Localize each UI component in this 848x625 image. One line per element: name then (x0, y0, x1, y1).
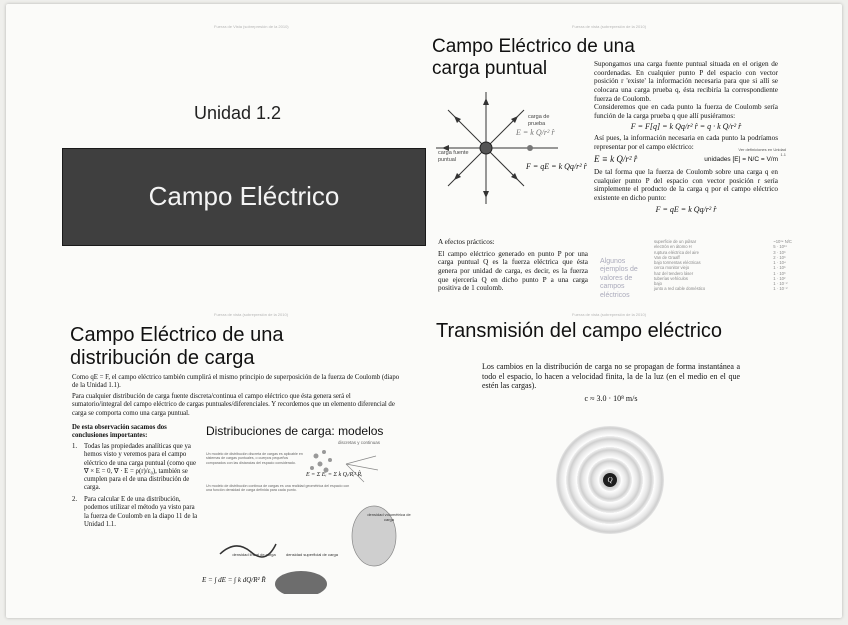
eq-force-superposition: F = F[q] = k Qq/r² r̂ = q · k Q/r² r̂ (630, 122, 742, 132)
inset-text-discrete: Un modelo de distribución discreta de cargas es aplicable en sistemas de cargas puntuales, o cuerpos pequeños comparados con las distancias del espacio considerado. (206, 452, 303, 465)
header-mark-br: Fuerza de vista (sobrepresión de la 2010) (572, 312, 647, 317)
main-title: Campo Eléctrico (148, 181, 340, 211)
label-surface-density: densidad superficial de carga (285, 552, 339, 557)
slide2-para2: Consideremos que en cada punto la fuerza de Coulomb sería función de la carga prueba q que allí pusiéramos: (594, 103, 778, 120)
example-value: 1 · 10⁻² (773, 286, 788, 292)
slide3-intro (72, 374, 402, 418)
example-name: cerca monitor viejo (654, 265, 690, 271)
label-linear-density: densidad lineal de carga (232, 552, 276, 557)
eq-discrete-sum: E = Σ Eᵢ = Σ k Qᵢ/Rᵢ² R̂ᵢ (306, 472, 363, 478)
light-speed: c ≈ 3.0 · 10⁸ m/s (584, 394, 638, 403)
slide4-title: Transmisión del campo eléctrico (436, 320, 723, 342)
slide3-title-line2: distribución de carga (70, 347, 255, 369)
discrete-field-vectors (346, 456, 378, 482)
example-value: 5 · 10¹¹ (773, 244, 787, 250)
example-value: 1 · 10² (773, 275, 786, 281)
source-charge (480, 142, 492, 154)
label-source-charge: carga fuente puntual (438, 150, 469, 163)
printed-sheet (6, 4, 842, 618)
example-value: 1 · 10⁵ (773, 265, 786, 271)
slide3-p1: Como qE = F, el campo eléctrico también cumplirá el mismo principio de superposición de la fuerza de Coulomb (diapo de la Unidad 1.1). (72, 374, 400, 390)
example-value: 2 · 10⁶ (773, 254, 786, 260)
example-value: 3 · 10⁶ (773, 249, 786, 255)
field-units: unidades [E] = N/C = V/m (704, 155, 778, 163)
diagram-eq-force: F = qE = k Qq/r² r̂ (526, 162, 587, 171)
examples-label: Algunos ejemplos de valores de campos eléctricos (600, 258, 638, 299)
example-value: 1 · 10³ (773, 270, 786, 276)
example-value: 1 · 10⁴ (773, 260, 786, 265)
examples-grid (654, 239, 814, 292)
example-name: junto a red cable doméstico (654, 286, 706, 292)
example-name: tuberías vehículos (654, 275, 688, 281)
header-mark-tl: Fuerza de Vista (sobrepresión de la 2010) (214, 24, 289, 29)
point-charge-field-diagram (430, 88, 590, 208)
conclusion-2: Para calcular E de una distribución, podemos utilizar el método ya visto para la fuerza de Coulomb en la diapo 11 de la Unidad 1.1. (84, 496, 198, 528)
example-value: 1 · 10⁻² (773, 281, 788, 286)
header-mark-tr: Fuerza de vista (sobrepresión de la 2010) (572, 24, 647, 29)
slide3-p2: Para cualquier distribución de carga fuente discreta/continua el campo eléctrico que ésta genera será el sumatorio/integral del campo eléctrico de cargas puntuales/diferenciales. Y recordemos que un elemento diferencial de carga se comporta como una carga puntual. (72, 393, 395, 417)
slide2-para4: De tal forma que la fuerza de Coulomb sobre una carga q en cualquier punto P del espacio con vector posición r sería simplemente el producto de la carga q por el campo eléctrico existente en dicho punto: (594, 168, 778, 203)
practical-title: A efectos prácticos: (438, 238, 495, 246)
side-note: Ver definiciones en Unidad 1.1 (738, 147, 786, 157)
eq-field-definition: E ≡ k Q/r² r̂ (594, 154, 638, 165)
label-test-charge: carga de prueba (528, 114, 550, 127)
title-banner (62, 148, 426, 246)
header-mark-bl: Fuerza de vista (sobrepresión de la 2010) (214, 312, 289, 317)
slide2-body (594, 60, 778, 216)
example-name: ruptura eléctrica del aire (654, 249, 699, 255)
example-name: electrón en átomo H (654, 244, 692, 250)
inset-title: Distribuciones de carga: modelos (206, 424, 384, 438)
slide3-p3: De esta observación sacamos dos conclusiones importantes: (72, 424, 167, 440)
unit-label: Unidad 1.2 (194, 103, 282, 123)
slide2-para3: Así pues, la información necesaria en cada punto la podríamos representar por el campo eléctrico: (594, 134, 778, 151)
practical-block (438, 238, 588, 293)
inset-text-continuous: Un modelo de distribución continua de cargas es una realidad geométrica del espacio con una función densidad de carga definida para cada punto. (206, 484, 350, 493)
example-name: bajo tormentas eléctricas (654, 260, 701, 265)
discrete-charges (310, 450, 332, 473)
surface-charge (275, 571, 327, 594)
slide4-text: Los cambios en la distribución de carga no se propagan de forma instantánea a todo el espacio, lo hacen a velocidad finita, la de la luz (en el medio en el que estén las cargas). (482, 362, 740, 391)
slide3-title-line1: Campo Eléctrico de una (70, 324, 284, 346)
charge-q: Q (603, 473, 617, 487)
inset-subtitle: discretas y continuas (338, 440, 381, 445)
diagram-eq-field: E = k Q/r² r̂ (516, 128, 555, 137)
propagation-rings (556, 426, 664, 534)
slide2-title-line1: Campo Eléctrico de una (432, 36, 635, 57)
slide2-title-line2: carga puntual (432, 57, 548, 79)
conclusion-1: Todas las propiedades analíticas que ya hemos visto y veremos para el campo eléctrico de una carga puntual (como que ∇ × E = 0, ∇ · E = ρ(r)/ε₀), también se cumplen para el de una distribución de carga. (84, 443, 196, 492)
eq-force-field: F = qE = k Qq/r² r̂ (655, 204, 717, 214)
slide2-para1: Supongamos una carga fuente puntual situada en el origen de coordenadas. En cualquier punto P del espacio con vector posición r 'existe' la información necesaria para que si allí se colocara una carga prueba q, ésta recibiría la correspondiente fuerza de Coulomb. (594, 60, 778, 103)
example-name: Van de Graaff (654, 254, 680, 260)
slide3-conclusions: De esta observación sacamos dos conclusiones importantes: 1. Todas las propiedades analíticas que ya hemos visto y veremos para el campo eléctrico de una carga puntual (como que ∇ × E = 0, ∇ · E = ρ(r)/ε₀), también se cumplen para el de una distribución de carga. 2. Para calcular E de una distribución, podemos utilizar el método ya visto para la fuerza de Coulomb en la diapo 11 de la Unidad 1.1. (72, 424, 200, 529)
practical-text: El campo eléctrico generado en punto P por una carga puntual Q es la fuerza eléctrica que ésta genera por unidad de carga, es decir, es la fuerza que ejercería Q en dicho punto P a una carga positiva de 1 coulomb. (438, 249, 588, 293)
example-name: haz del tendero láser (654, 270, 694, 276)
example-name: bajo (654, 281, 662, 286)
example-name: superficie de un púlsar (654, 239, 697, 244)
label-volume-density: densidad volumétrica de carga (367, 512, 411, 522)
slide3-title (70, 324, 283, 370)
examples-table (654, 239, 814, 292)
example-value: ~10¹⁴ N/C (773, 239, 792, 244)
eq-continuous-integral: E = ∫ dE = ∫ k dQ/R² R̂ (202, 576, 266, 584)
